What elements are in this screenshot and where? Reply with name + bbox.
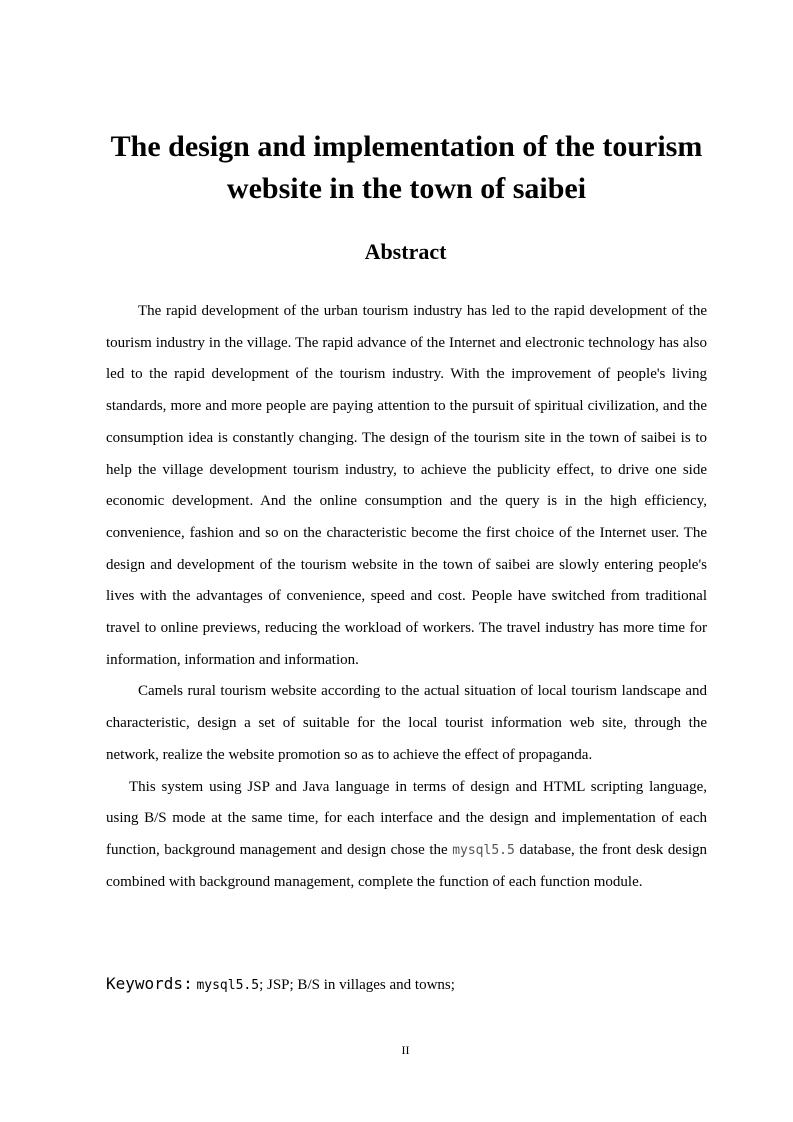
abstract-paragraph-2: Camels rural tourism website according to the actual situation of local tourism landscape and characteristic, design a set of suitable for the local tourist information web site, through the network, realize the website promotion so as to achieve the effect of propaganda.: [106, 683, 707, 763]
abstract-body: [106, 296, 707, 898]
keyword-mysql: mysql5.5: [196, 978, 260, 993]
paragraph-3-code-term: mysql5.5: [452, 842, 515, 858]
keywords-rest: ; JSP; B/S in villages and towns;: [259, 977, 455, 993]
page-number: II: [401, 1043, 410, 1057]
keywords-line: [106, 970, 455, 1000]
document-title: The design and implementation of the tourism website in the town of saibei: [110, 130, 703, 205]
paragraph-3-text-after: database, the front desk design combined with background management, complete the function of each function module.: [106, 841, 708, 890]
keywords-label: Keywords:: [106, 974, 193, 993]
abstract-heading: Abstract: [364, 239, 447, 264]
paragraph-3-text-before: This system using JSP and Java language in terms of design and HTML scripting language, using B/S mode at the same time, for each interface and the design and implementation of each function, background management and design chose the: [106, 778, 707, 858]
abstract-paragraph-3: [106, 772, 707, 899]
abstract-paragraph-1: The rapid development of the urban tourism industry has led to the rapid development of the tourism industry in the village. The rapid advance of the Internet and electronic technology has also led to the rapid development of the tourism industry. With the improvement of people's living standards, more and more people are paying attention to the pursuit of spiritual civilization, and the consumption idea is constantly changing. The design of the tourism site in the town of saibei is to help the village development tourism industry, to achieve the publicity effect, to drive one side economic development. And the online consumption and the query is in the high efficiency, convenience, fashion and so on the characteristic become the first choice of the Internet user. The design and development of the tourism website in the town of saibei are slowly entering people's lives with the advantages of convenience, speed and cost. People have switched from traditional travel to online previews, reducing the workload of workers. The travel industry has more time for information, information and information.: [106, 303, 707, 668]
